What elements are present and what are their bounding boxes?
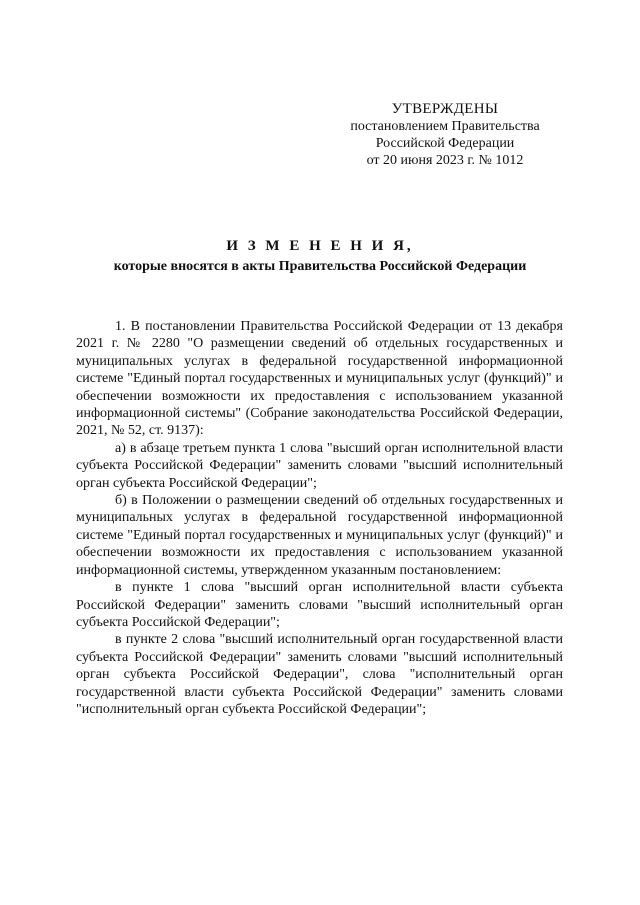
approval-line-3: от 20 июня 2023 г. № 1012 xyxy=(366,153,524,168)
document-title: И З М Е Н Е Н И Я, xyxy=(226,238,414,254)
paragraph-subitem-a: а) в абзаце третьем пункта 1 слова "высший орган исполнительной власти субъекта Российской Федерации" заменить словами "высший исполнительный орган субъекта Российской Федерации"; xyxy=(76,440,563,491)
approval-line-1: постановлением Правительства xyxy=(350,119,540,134)
document-body xyxy=(76,318,563,718)
approval-heading: УТВЕРЖДЕНЫ xyxy=(391,101,499,117)
paragraph-subitem-b: б) в Положении о размещении сведений об отдельных государственных и муниципальных услугах в федеральной государственной информационной системе "Единый портал государственных и муниципальных услуг (функций)" и обеспечении возможности их предоставления с использованием указанной информационной системы, утвержденном указанным постановлением: xyxy=(76,493,563,578)
approval-line-2: Российской Федерации xyxy=(375,136,515,151)
paragraph-item-1: 1. В постановлении Правительства Российской Федерации от 13 декабря 2021 г. № 2280 "О размещении сведений об отдельных государственных и муниципальных услугах в федеральной государственной информационной системе "Единый портал государственных и муниципальных услуг (функций)" и обеспечении возможности их предоставления с использованием указанной информационной системы" (Собрание законодательства Российской Федерации, 2021, № 52, ст. 9137): xyxy=(76,319,563,439)
approval-stamp xyxy=(330,101,560,169)
paragraph-point-1-change: в пункте 1 слова "высший орган исполнительной власти субъекта Российской Федерации" заменить словами "высший исполнительный орган субъекта Российской Федерации"; xyxy=(76,580,563,630)
document-subtitle: которые вносятся в акты Правительства Российской Федерации xyxy=(113,259,527,274)
paragraph-point-2-change: в пункте 2 слова "высший исполнительный орган государственной власти субъекта Российской Федерации" заменить словами "высший исполнительный орган субъекта Российской Федерации", слова "исполнительный орган государственной власти субъекта Российской Федерации" заменить словами "исполнительный орган субъекта Российской Федерации"; xyxy=(76,632,563,717)
